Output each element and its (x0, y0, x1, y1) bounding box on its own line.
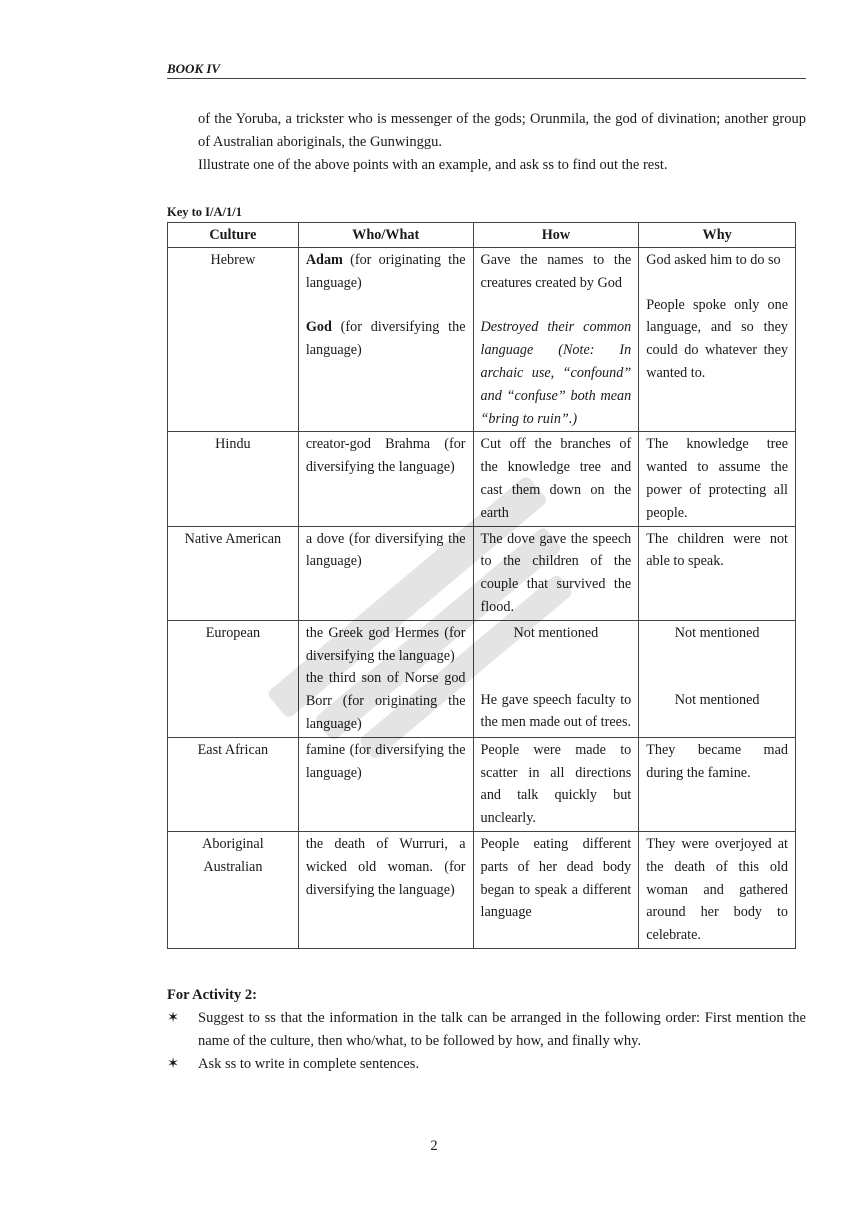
how-cell: People eating different parts of her dead body began to speak a different language (473, 831, 639, 948)
book-header (167, 61, 806, 79)
culture-cell: European (168, 620, 299, 737)
spacer (481, 667, 632, 689)
who-entry-borr: the third son of Norse god Borr (for originating the language) (305, 670, 466, 732)
header-how: How (473, 223, 639, 248)
culture-cell (168, 831, 299, 948)
bullet-text-2: Ask ss to write in complete sentences. (198, 1056, 420, 1072)
who-cell: a dove (for diversifying the language) (298, 526, 473, 620)
culture-line-2: Australian (203, 858, 263, 875)
star-bullet-icon: ✶ (167, 1056, 180, 1072)
table-row-hindu (168, 432, 796, 526)
key-title: Key to I/A/1/1 (167, 205, 242, 219)
list-item (167, 1053, 806, 1076)
culture-cell: Hindu (168, 432, 299, 526)
bullet-text-1: Suggest to ss that the information in the talk can be arranged in the following order: First mention the name of the culture, then who/what, to be followed by how, and finally why. (198, 1010, 806, 1049)
who-cell: the death of Wurruri, a wicked old woman. (for diversifying the language) (298, 831, 473, 948)
table-header-row (168, 223, 796, 248)
culture-cell: Native American (168, 526, 299, 620)
activity-2-section (167, 984, 806, 1076)
why-entry-1: God asked him to do so (646, 251, 781, 268)
spacer (646, 645, 788, 667)
why-cell: They became mad during the famine. (639, 737, 796, 831)
culture-cell: Hebrew (168, 247, 299, 432)
header-who-what: Who/What (298, 223, 473, 248)
intro-line-1: of the Yoruba, a trickster who is messenger of the gods; Orunmila, the god of divination; another group of Australian aboriginals, the Gunwinggu. (198, 111, 806, 150)
spacer (481, 294, 632, 316)
answer-key-table (167, 222, 796, 949)
how-entry-2: He gave speech faculty to the men made out of trees. (480, 691, 632, 731)
why-entry-2: People spoke only one language, and so they could do whatever they wanted to. (646, 296, 788, 381)
why-cell (639, 247, 796, 432)
how-cell: People were made to scatter in all directions and talk quickly but unclearly. (473, 737, 639, 831)
how-cell (473, 247, 639, 432)
table-row-east-african (168, 737, 796, 831)
who-cell: creator-god Brahma (for diversifying the language) (298, 432, 473, 526)
how-entry-2: Destroyed their common language (Note: In archaic use, “confound” and “confuse” both mean “bring to ruin”.) (480, 319, 632, 427)
who-entry-hermes: the Greek god Hermes (for diversifying the language) (305, 624, 466, 664)
table-row-native-american (168, 526, 796, 620)
page-number: 2 (430, 1138, 438, 1154)
how-cell: Cut off the branches of the knowledge tree and cast them down on the earth (473, 432, 639, 526)
who-cell: famine (for diversifying the language) (298, 737, 473, 831)
who-entry-god: God (for diversifying the language) (305, 319, 466, 359)
who-entry-adam: Adam (for originating the language) (305, 251, 466, 291)
book-title: BOOK IV (167, 61, 221, 76)
table-row-european (168, 620, 796, 737)
spacer (646, 667, 788, 689)
who-cell (298, 620, 473, 737)
why-entry-1: Not mentioned (674, 624, 760, 641)
how-cell (473, 620, 639, 737)
intro-paragraph (198, 108, 806, 177)
header-culture: Culture (168, 223, 299, 248)
spacer (481, 645, 632, 667)
why-cell: The knowledge tree wanted to assume the power of protecting all people. (639, 432, 796, 526)
star-bullet-icon: ✶ (167, 1010, 180, 1026)
why-cell: The children were not able to speak. (639, 526, 796, 620)
intro-line-2: Illustrate one of the above points with an example, and ask ss to find out the rest. (198, 157, 668, 173)
table-row-aboriginal-australian (168, 831, 796, 948)
table-row-hebrew (168, 247, 796, 432)
how-entry-1: Not mentioned (513, 624, 599, 641)
how-entry-1: Gave the names to the creatures created by God (480, 251, 632, 291)
culture-cell: East African (168, 737, 299, 831)
spacer (306, 294, 466, 316)
how-cell: The dove gave the speech to the children of the couple that survived the flood. (473, 526, 639, 620)
who-cell (298, 247, 473, 432)
culture-line-1: Aboriginal (202, 835, 264, 852)
header-why: Why (639, 223, 796, 248)
why-entry-2: Not mentioned (674, 691, 760, 708)
spacer (646, 272, 788, 294)
why-cell: They were overjoyed at the death of this old woman and gathered around her body to celebrate. (639, 831, 796, 948)
activity-title: For Activity 2: (167, 987, 257, 1003)
why-cell (639, 620, 796, 737)
list-item (167, 1007, 806, 1053)
